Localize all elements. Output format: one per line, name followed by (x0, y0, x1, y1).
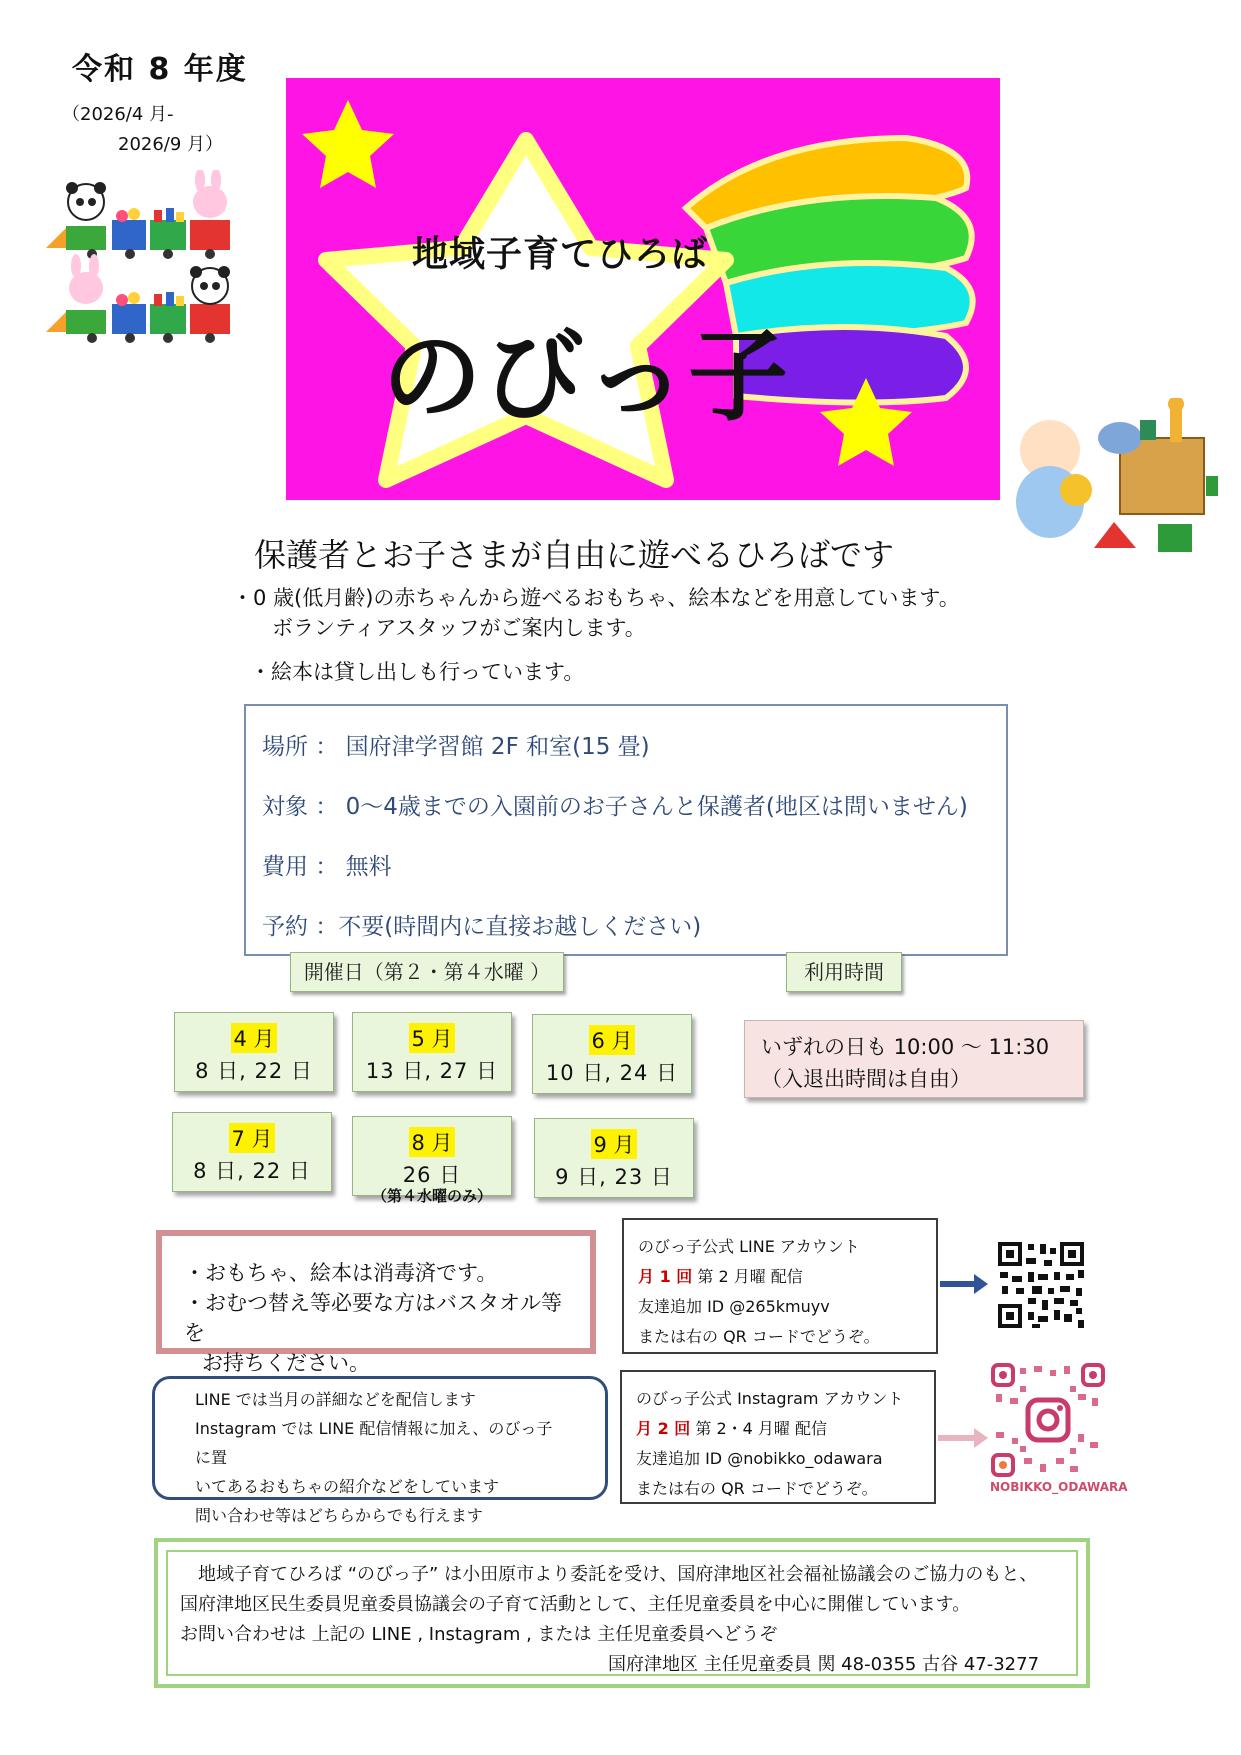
month-days: 8 日, 22 日 (193, 1159, 311, 1183)
month-name: 7 月 (229, 1123, 274, 1153)
headline: 保護者とお子さまが自由に遊べるひろばです (254, 536, 895, 574)
notice-box-sns (152, 1376, 608, 1525)
days-label: 開催日（第２・第４水曜 ） (290, 952, 564, 992)
month-days: 8 日, 22 日 (195, 1059, 313, 1083)
intro-line-2: ボランティアスタッフがご案内します。 (272, 616, 646, 640)
sns-note-line-3: いてあるおもちゃの紹介などをしています (195, 1477, 500, 1496)
month-days: 26 日 (402, 1163, 462, 1187)
period-start: （2026/4 月- (62, 104, 174, 125)
instagram-frequency (636, 1414, 920, 1444)
info-place: 場所 ： 国府津学習館 2F 和室(15 畳) (262, 734, 650, 760)
footer-line-3: お問い合わせは 上記の LINE , Instagram , または 主任児童委員へどうぞ (180, 1624, 778, 1645)
line-qr-code[interactable] (996, 1240, 1086, 1330)
instagram-frequency-day: 第 2・4 月曜 配信 (690, 1419, 827, 1438)
month-days: 13 日, 27 日 (365, 1059, 499, 1083)
footer-line-1: 地域子育てひろば “のびっ子” は小田原市より委託を受け、国府津地区社会福祉協議会のご協力のもと、 (198, 1564, 1038, 1585)
banner-subtitle: 地域子育てひろば (412, 234, 709, 275)
arrow-right-icon (940, 1272, 990, 1296)
time-label: 利用時間 (786, 952, 902, 992)
month-days: 9 日, 23 日 (555, 1165, 673, 1189)
notice-towel: ・おむつ替え等必要な方はバスタオル等を (184, 1291, 562, 1345)
notice-disinfected: ・おもちゃ、絵本は消毒済です。 (184, 1261, 498, 1285)
month-card (534, 1118, 694, 1198)
instagram-id: 友達追加 ID @nobikko_odawara (636, 1449, 883, 1468)
instagram-frequency-count: 月 2 回 (636, 1419, 691, 1438)
instagram-account-box (620, 1370, 936, 1504)
banner-title: のびっ子 (382, 318, 790, 435)
line-account-box (622, 1218, 938, 1354)
instagram-account-title: のびっ子公式 Instagram アカウント (636, 1389, 904, 1408)
notice-box-hygiene (156, 1230, 596, 1375)
month-name: 5 月 (409, 1023, 454, 1053)
sns-note-line-2: Instagram では LINE 配信情報に加え、のびっ子に置 (195, 1419, 553, 1467)
info-reservation: 予約 ：不要(時間内に直接お越しください) (262, 914, 702, 940)
notice-towel-cont: お持ちください。 (202, 1351, 370, 1375)
year-title: 令和 8 年度 (72, 52, 248, 87)
month-name: 4 月 (231, 1023, 276, 1053)
time-range: いずれの日も 10:00 ～ 11:30 (761, 1035, 1050, 1059)
month-days: 10 日, 24 日 (545, 1061, 679, 1085)
sns-note-line-1: LINE では当月の詳細などを配信します (195, 1390, 476, 1409)
sns-note-line-4: 問い合わせ等はどちらからでも行えます (195, 1506, 483, 1525)
intro-line-1: ・0 歳(低月齢)の赤ちゃんから遊べるおもちゃ、絵本などを用意しています。 (232, 586, 960, 610)
info-box (244, 704, 1008, 956)
line-qr-note: または右の QR コードでどうぞ。 (638, 1327, 880, 1346)
intro-line-3: ・絵本は貸し出しも行っています。 (250, 660, 585, 684)
month-card (532, 1014, 692, 1094)
month-card (352, 1116, 512, 1205)
instagram-qr-code[interactable] (990, 1362, 1106, 1478)
period-end: 2026/9 月） (118, 134, 224, 155)
footer-line-2: 国府津地区民生委員児童委員協議会の子育て活動として、主任児童委員を中心に開催しています。 (180, 1594, 971, 1615)
line-frequency (638, 1262, 922, 1292)
month-name: 8 月 (409, 1127, 454, 1157)
time-note: （入退出時間は自由） (761, 1067, 971, 1091)
animal-train-illustration (40, 170, 240, 350)
line-id: 友達追加 ID @265kmuyv (638, 1297, 830, 1316)
time-box (744, 1020, 1084, 1098)
footer-box (154, 1538, 1090, 1688)
hero-banner (286, 78, 1000, 500)
info-target: 対象 ： 0～4歳までの入園前のお子さんと保護者(地区は問いません) (262, 794, 968, 820)
baby-toys-illustration (1010, 398, 1220, 566)
month-card (352, 1012, 512, 1092)
footer-contacts: 国府津地区 主任児童委員 関 48-0355 古谷 47-3277 (608, 1654, 1040, 1675)
month-name: 9 月 (591, 1129, 636, 1159)
month-card (174, 1012, 334, 1092)
instagram-qr-note: または右の QR コードでどうぞ。 (636, 1479, 878, 1498)
line-frequency-count: 月 1 回 (638, 1267, 693, 1286)
line-frequency-day: 第 2 月曜 配信 (692, 1267, 803, 1286)
info-fee: 費用 ： 無料 (262, 854, 392, 880)
arrow-right-pink-icon (938, 1426, 990, 1450)
month-name: 6 月 (589, 1025, 634, 1055)
line-account-title: のびっ子公式 LINE アカウント (638, 1237, 860, 1256)
instagram-qr-caption: NOBIKKO_ODAWARA (990, 1480, 1128, 1494)
month-card (172, 1112, 332, 1192)
month-note: （第４水曜のみ） (371, 1187, 492, 1205)
